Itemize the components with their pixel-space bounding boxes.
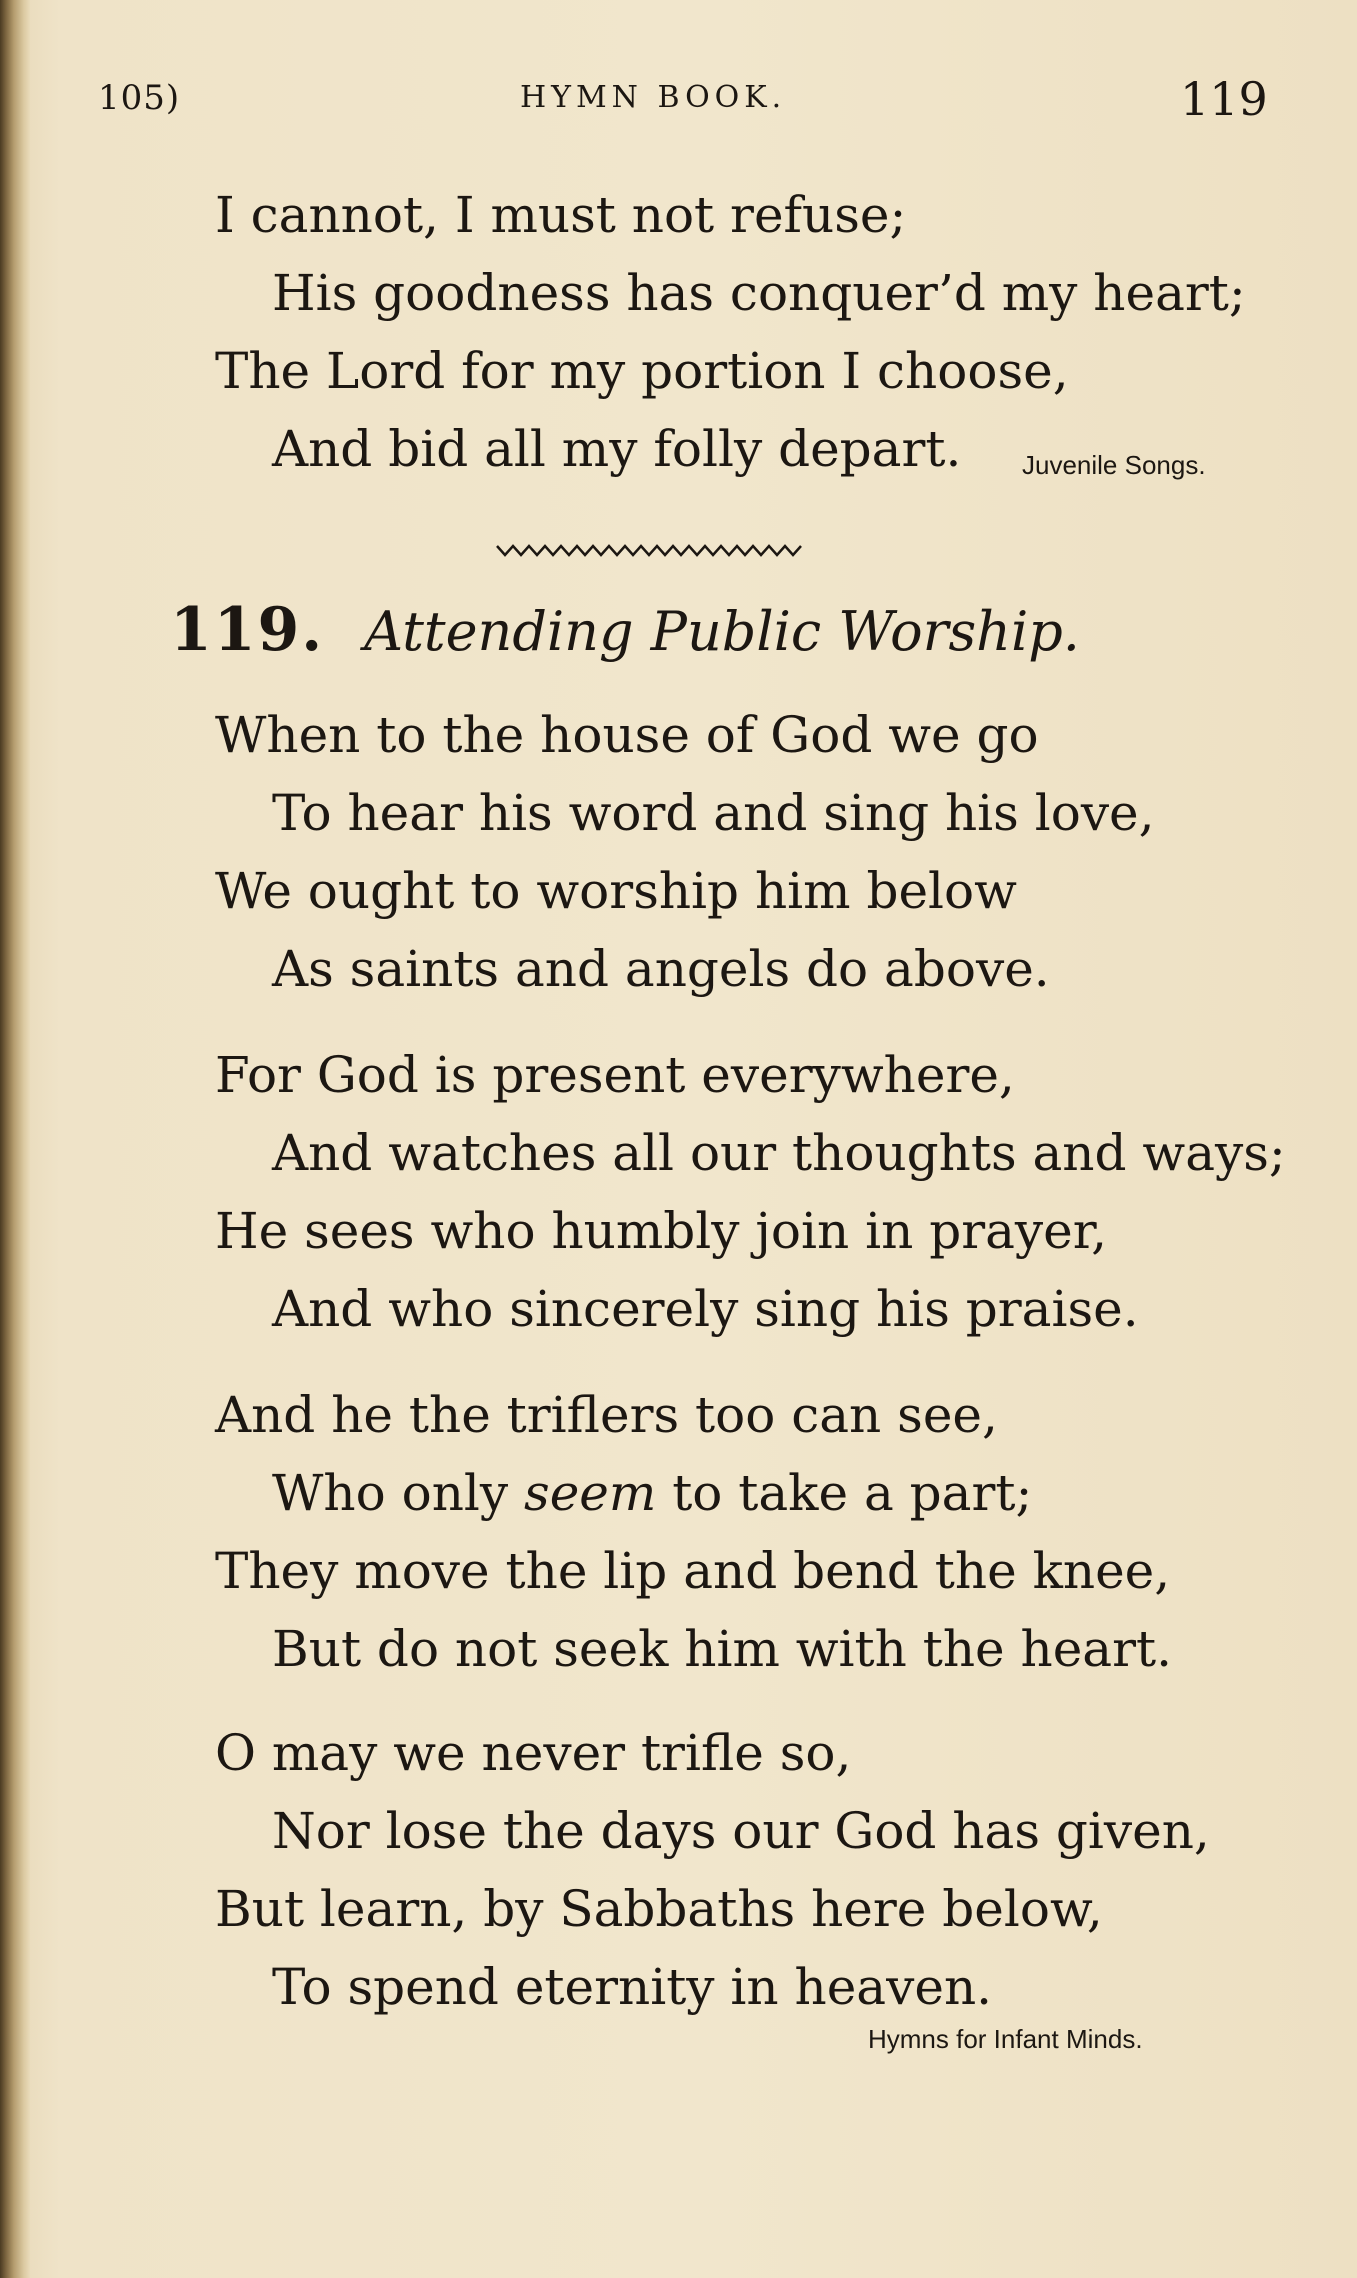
running-header <box>0 72 1357 132</box>
previous-hymn-ref: 105) <box>98 78 181 118</box>
verse-line: But do not seek him with the heart. <box>272 1620 1172 1678</box>
verse-line: We ought to worship him below <box>215 862 1017 920</box>
verse-line: O may we never trifle so, <box>215 1724 852 1782</box>
running-title: HYMN BOOK. <box>520 80 787 115</box>
verse-line: I cannot, I must not refuse; <box>215 186 907 244</box>
verse-line: He sees who humbly join in prayer, <box>215 1202 1108 1260</box>
verse-line: And watches all our thoughts and ways; <box>272 1124 1286 1182</box>
hymn-heading <box>170 595 1080 665</box>
page-number: 119 <box>1180 72 1268 126</box>
binding-edge <box>0 0 30 2278</box>
verse-line: And he the triflers too can see, <box>215 1386 998 1444</box>
verse-line: His goodness has conquer’d my heart; <box>272 264 1246 322</box>
verse-line: To hear his word and sing his love, <box>272 784 1155 842</box>
wavy-rule-ornament <box>495 540 805 560</box>
verse-line: Nor lose the days our God has given, <box>272 1802 1210 1860</box>
verse-line-with-italic <box>272 1464 1033 1522</box>
verse-line: The Lord for my portion I choose, <box>215 342 1069 400</box>
verse-line: And bid all my folly depart. <box>272 420 962 478</box>
italic-word: seem <box>524 1464 657 1522</box>
verse-line: To spend eternity in heaven. <box>272 1958 993 2016</box>
verse-text: Who only <box>272 1464 525 1522</box>
verse-line: For God is present everywhere, <box>215 1046 1015 1104</box>
verse-line: When to the house of God we go <box>215 706 1039 764</box>
hymn-title: Attending Public Worship. <box>364 600 1080 663</box>
verse-text: to take a part; <box>656 1464 1033 1522</box>
attribution: Juvenile Songs. <box>1022 450 1206 480</box>
verse-line: But learn, by Sabbaths here below, <box>215 1880 1103 1938</box>
verse-line: As saints and angels do above. <box>272 940 1050 998</box>
attribution: Hymns for Infant Minds. <box>868 2024 1143 2054</box>
verse-line: They move the lip and bend the knee, <box>215 1542 1171 1600</box>
hymn-number: 119. <box>170 595 325 665</box>
verse-line: And who sincerely sing his praise. <box>272 1280 1139 1338</box>
